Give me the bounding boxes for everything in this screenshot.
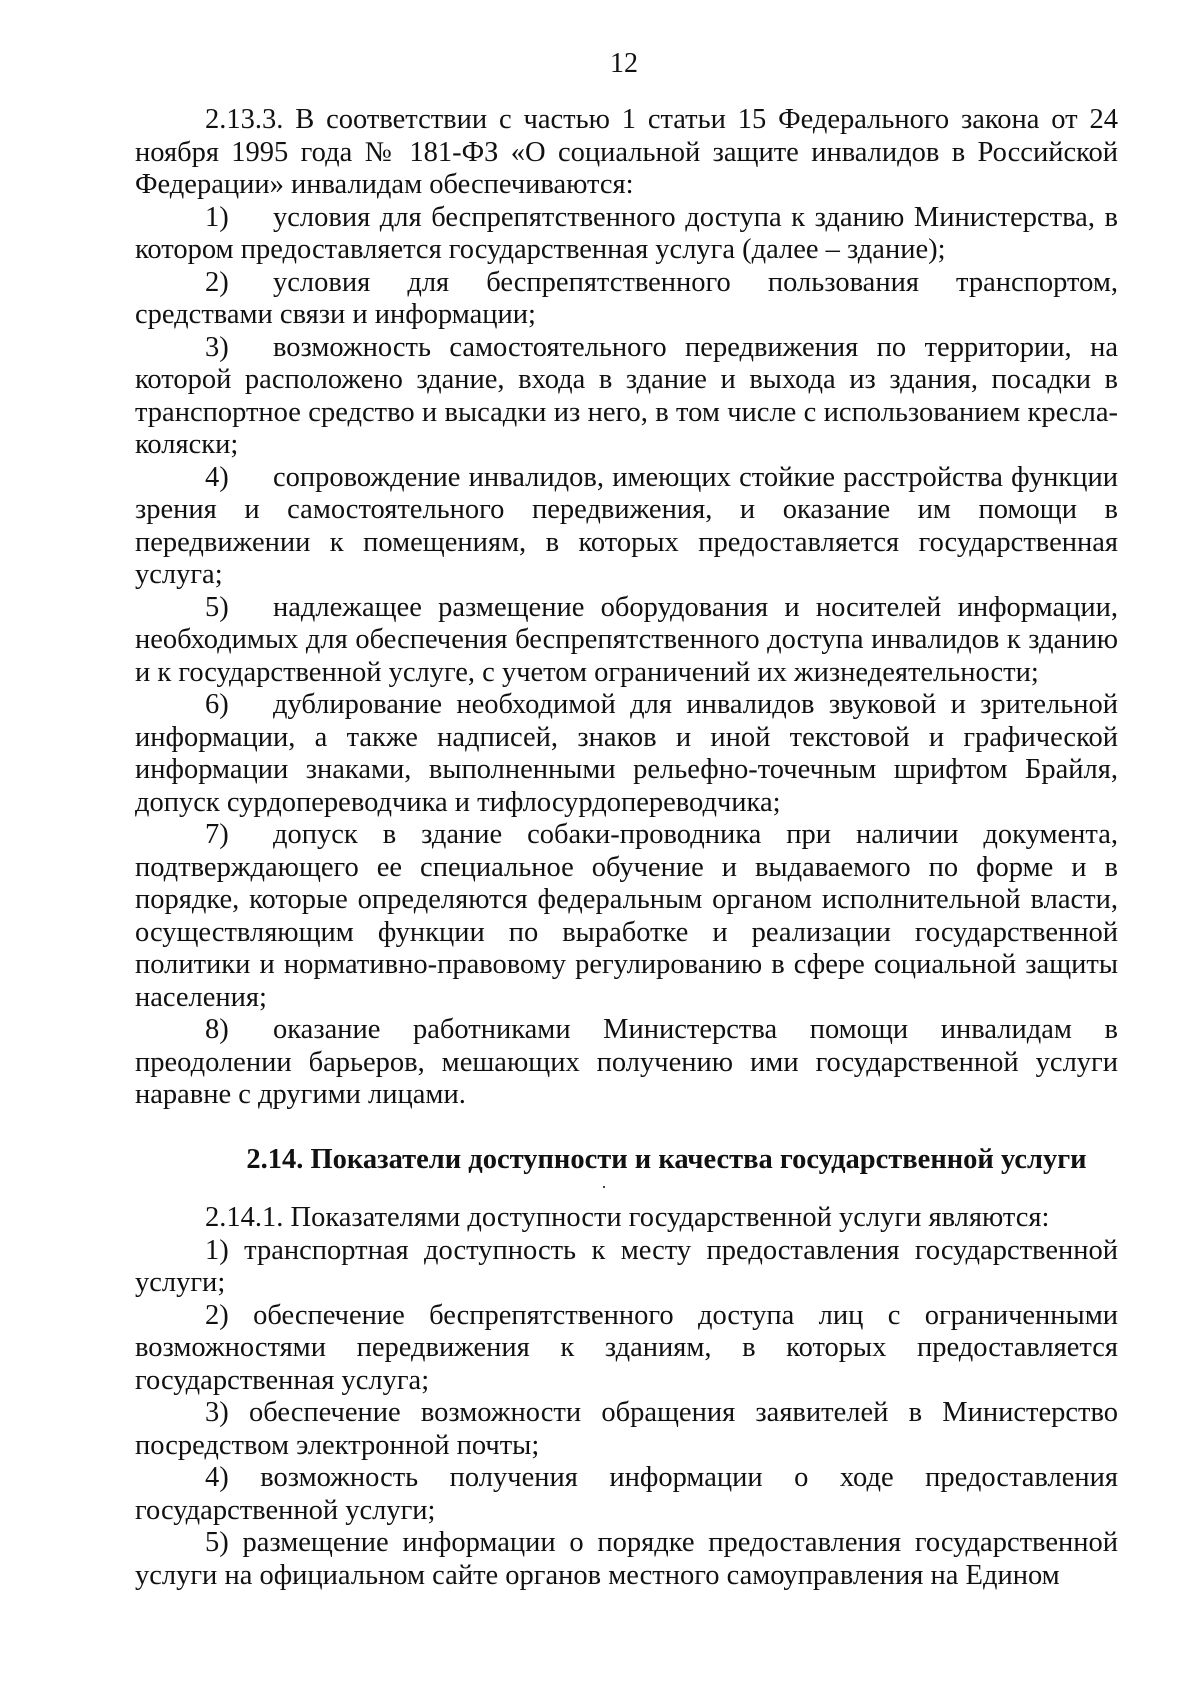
list-item (135, 819, 1118, 1014)
list-item-text: условия для беспрепятственного доступа к зданию Министерства, в котором предоставляется государственная услуга (далее – здание); (135, 201, 1118, 265)
list-item: 5) размещение информации о порядке предоставления государственной услуги на официальном сайте органов местного самоуправления на Едином (135, 1527, 1118, 1591)
scan-dot (135, 1176, 1118, 1202)
list-item (135, 462, 1118, 592)
list-item (135, 592, 1118, 690)
page-number: 12 (610, 48, 638, 79)
list-item: 3) обеспечение возможности обращения заявителей в Министерство посредством электронной почты; (135, 1397, 1118, 1461)
list-item: 1) транспортная доступность к месту предоставления государственной услуги; (135, 1234, 1118, 1298)
list-item-text: оказание работниками Министерства помощи инвалидам в преодолении барьеров, мешающих получению ими государственной услуги наравне с другими лицами. (135, 1014, 1118, 1110)
list-item: 2) обеспечение беспрепятственного доступа лиц с ограниченными возможностями передвижения к зданиям, в которых предоставляется государственная услуга; (135, 1299, 1118, 1396)
list-item-number: 6) (205, 689, 229, 720)
list-item-number: 2) (205, 266, 229, 298)
document-body (135, 104, 1118, 1592)
list-item-text: условия для беспрепятственного пользования транспортом, средствами связи и информации; (135, 266, 1118, 330)
list-item-number: 7) (205, 819, 229, 850)
list-item (135, 267, 1118, 332)
list-item-number: 3) (205, 331, 229, 363)
list-item (135, 689, 1118, 819)
list-item-text: сопровождение инвалидов, имеющих стойкие расстройства функции зрения и самостоятельного передвижения, и оказание им помощи в передвижении к помещениям, в которых предоставляется государственная услуга; (135, 461, 1118, 590)
list-item (135, 332, 1118, 462)
list-item-text: надлежащее размещение оборудования и носителей информации, необходимых для обеспечения беспрепятственного доступа инвалидов к зданию и к государственной услуге, с учетом ограничений их жизнедеятельности; (135, 591, 1118, 688)
list-item-number: 1) (205, 201, 229, 233)
list-item-text: допуск в здание собаки-проводника при наличии документа, подтверждающего ее специальное обучение и выдаваемого по форме и в порядке, которые определяются федеральным органом исполнительной власти, осуществляющим функции по выработке и реализации государственной политики и нормативно-правовому регулированию в сфере социальной защиты населения; (135, 819, 1118, 1013)
section-2-14-1-intro: 2.14.1. Показателями доступности государственной услуги являются: (205, 1202, 1050, 1233)
list-item: 4) возможность получения информации о ходе предоставления государственной услуги; (135, 1462, 1118, 1526)
list-item-text: возможность самостоятельного передвижения по территории, на которой расположено здание, входа в здание и выхода из здания, посадки в транспортное средство и высадки из него, в том числе с использованием кресла-коляски; (135, 331, 1118, 460)
section-2-13-3-intro: 2.13.3. В соответствии с частью 1 статьи 15 Федерального закона от 24 ноября 1995 года № 181-ФЗ «О социальной защите инвалидов в Российской Федерации» инвалидам обеспечиваются: (135, 104, 1118, 200)
list-item-text: дублирование необходимой для инвалидов звуковой и зрительной информации, а также надписей, знаков и иной текстовой и графической информации знаками, выполненными рельефно-точечным шрифтом Брайля, допуск сурдопереводчика и тифлосурдопереводчика; (135, 689, 1118, 818)
list-item-number: 8) (205, 1014, 229, 1045)
list-item (135, 1014, 1118, 1112)
list-item-number: 4) (205, 461, 229, 493)
list-item-number: 5) (205, 591, 229, 623)
section-heading: 2.14. Показатели доступности и качества государственной услуги (246, 1143, 1087, 1175)
list-item (135, 202, 1118, 267)
